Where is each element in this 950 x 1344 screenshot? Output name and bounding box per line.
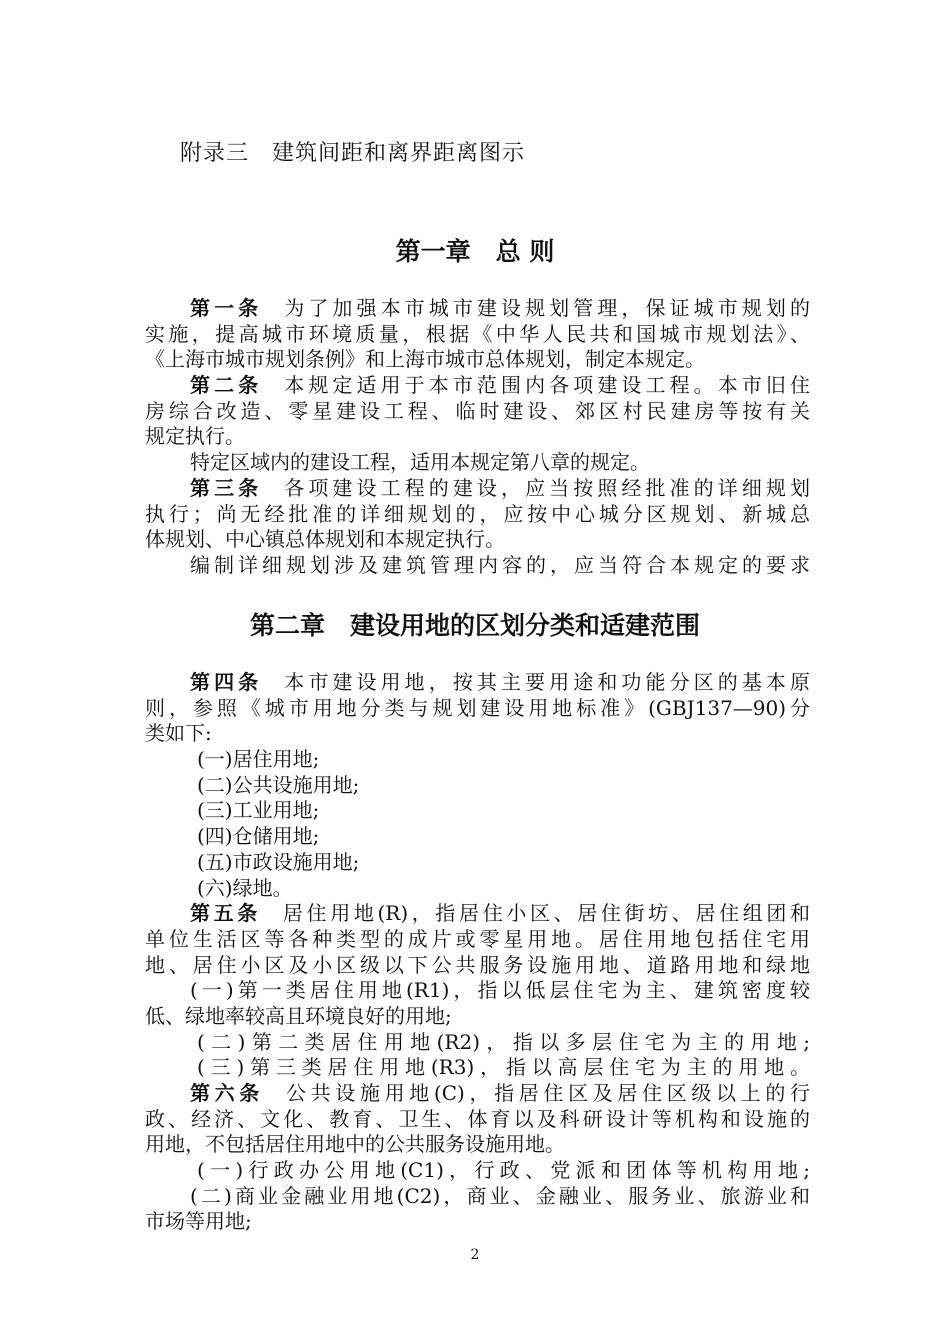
article-2-line-3: 规定执行。 bbox=[145, 424, 245, 449]
land-category-item: (五)市政设施用地; bbox=[197, 849, 360, 874]
article-4-label: 第四条 bbox=[190, 670, 263, 694]
article-1-line-3: 《上海市城市规划条例》和上海市城市总体规划，制定本规定。 bbox=[145, 347, 705, 372]
article-5-line-4: (一)第一类居住用地(R1)，指以低层住宅为主、建筑密度较 bbox=[190, 978, 810, 1003]
appendix-line: 附录三 建筑间距和离界距离图示 bbox=[180, 141, 526, 166]
article-4-line-2: 则，参照《城市用地分类与规划建设用地标准》(GBJ137—90)分 bbox=[145, 695, 810, 720]
land-category-item: (一)居住用地; bbox=[197, 747, 320, 772]
article-5-line-7: (三)第三类居住用地(R3)，指以高层住宅为主的用地。 bbox=[197, 1055, 810, 1080]
article-6-line-6: 市场等用地; bbox=[145, 1209, 252, 1234]
article-2-line-1: 第二条 本规定适用于本市范围内各项建设工程。本市旧住 bbox=[190, 373, 810, 398]
article-6-line-2: 政、经济、文化、教育、卫生、体育以及科研设计等机构和设施的 bbox=[145, 1106, 810, 1131]
article-1-line-1: 第一条 为了加强本市城市建设规划管理，保证城市规划的 bbox=[190, 296, 810, 320]
article-3-line-4: 编制详细规划涉及建筑管理内容的，应当符合本规定的要求 bbox=[190, 552, 810, 577]
chapter-2-title: 第二章 建设用地的区划分类和适建范围 bbox=[249, 611, 700, 640]
article-5-line-2: 单位生活区等各种类型的成片或零星用地。居住用地包括住宅用 bbox=[145, 926, 810, 951]
article-6-line-4: (一)行政办公用地(C1)，行政、党派和团体等机构用地; bbox=[197, 1158, 810, 1183]
chapter-2-body bbox=[145, 670, 810, 1235]
article-6-line-1: 第六条 公共设施用地(C)，指居住区及居住区级以上的行 bbox=[190, 1081, 810, 1105]
article-6-line-5: (二)商业金融业用地(C2)，商业、金融业、服务业、旅游业和 bbox=[190, 1183, 810, 1208]
land-category-item: (二)公共设施用地; bbox=[197, 772, 360, 797]
article-2-label: 第二条 bbox=[190, 373, 263, 398]
article-3-line-2: 执行；尚无经批准的详细规划的，应按中心城分区规划、新城总 bbox=[145, 501, 810, 526]
article-3-line-1: 第三条 各项建设工程的建设，应当按照经批准的详细规划 bbox=[190, 475, 810, 500]
article-5-line-5: 低、绿地率较高且环境良好的用地; bbox=[145, 1003, 452, 1028]
article-5-label: 第五条 bbox=[190, 901, 261, 926]
article-1-line-2: 实施，提高城市环境质量，根据《中华人民共和国城市规划法》、 bbox=[145, 321, 810, 346]
land-category-item: (三)工业用地; bbox=[197, 798, 320, 823]
article-6-line-3: 用地，不包括居住用地中的公共服务设施用地。 bbox=[145, 1132, 565, 1157]
chapter-1-title: 第一章 总 则 bbox=[395, 237, 555, 266]
article-2-line-2: 房综合改造、零星建设工程、临时建设、郊区村民建房等按有关 bbox=[145, 398, 810, 423]
article-4-line-3: 类如下: bbox=[145, 721, 212, 746]
article-6-label: 第六条 bbox=[190, 1081, 264, 1105]
article-4-line-1: 第四条 本市建设用地，按其主要用途和功能分区的基本原 bbox=[190, 670, 810, 694]
article-5-line-1: 第五条 居住用地(R)，指居住小区、居住街坊、居住组团和 bbox=[190, 901, 810, 926]
article-2-line-4: 特定区域内的建设工程，适用本规定第八章的规定。 bbox=[190, 450, 650, 475]
article-3-line-3: 体规划、中心镇总体规划和本规定执行。 bbox=[145, 527, 505, 552]
article-5-line-3: 地、居住小区及小区级以下公共服务设施用地、道路用地和绿地 bbox=[145, 952, 810, 977]
article-3-label: 第三条 bbox=[190, 475, 263, 500]
land-category-item: (六)绿地。 bbox=[197, 875, 293, 900]
chapter-1-body bbox=[145, 296, 810, 579]
page-number: 2 bbox=[470, 1247, 480, 1263]
article-1-label: 第一条 bbox=[190, 296, 263, 320]
land-category-item: (四)仓储用地; bbox=[197, 824, 320, 849]
article-5-line-6: (二)第二类居住用地(R2)，指以多层住宅为主的用地; bbox=[197, 1029, 810, 1054]
